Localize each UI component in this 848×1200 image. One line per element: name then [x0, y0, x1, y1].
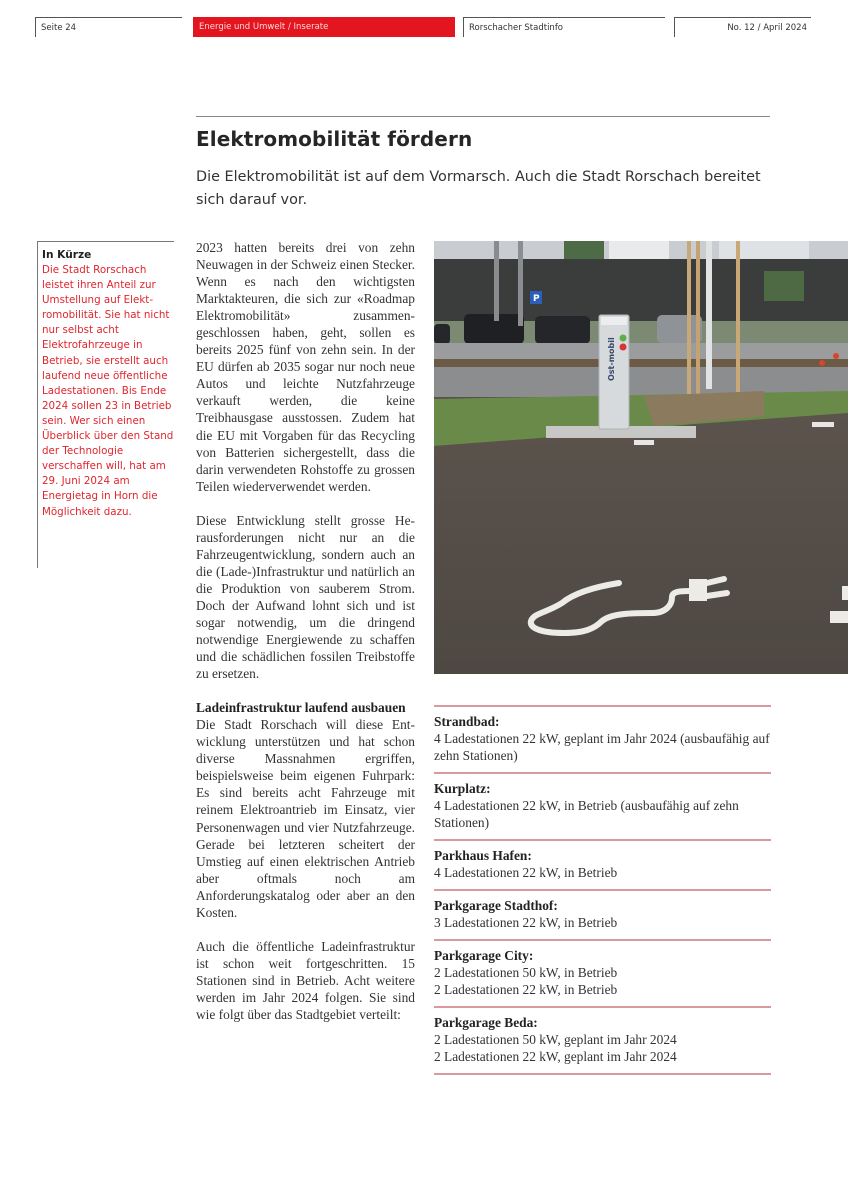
station-detail: 4 Ladestationen 22 kW, in Betrieb (ausbaufähig auf zehn Stationen) [434, 798, 739, 830]
station-item [434, 707, 771, 772]
svg-text:P: P [533, 294, 540, 304]
station-name: Parkhaus Hafen: [434, 848, 532, 863]
station-brand-label: Ost-mobil [607, 337, 616, 381]
summary-box [37, 241, 174, 568]
pole [518, 241, 523, 326]
body-paragraph: Die Stadt Rorschach will diese Entwicklung unterstützen und hat schon diverse Massnahmen ergriffen, beispielsweise beim eigenen Fuhrpark: Es sind bereits acht Fahrzeuge mit reinem Elektroantrieb im Einsatz, vier Personenwagen und vier Nutzfahrzeuge. Gerade bei letzteren scheitert der Umstieg auf einen elektrischen Antrieb aber oftmals noch am Anforderungskatalog oder aber an den Kosten. [196, 717, 415, 920]
status-light-icon [620, 335, 627, 342]
tree-stake [696, 241, 700, 396]
tree-stake [687, 241, 691, 401]
station-name: Strandbad: [434, 714, 500, 729]
station-item [434, 774, 771, 839]
article-title: Elektromobilität fördern [196, 127, 473, 151]
station-detail: 2 Ladestationen 50 kW, in Betrieb [434, 965, 618, 980]
parked-car [657, 315, 702, 343]
title-divider [196, 116, 770, 117]
section-label: Energie und Umwelt / Inserate [193, 17, 455, 37]
status-light-icon [620, 344, 627, 351]
ivy [764, 271, 804, 301]
parked-car [434, 324, 450, 344]
station-item [434, 841, 771, 889]
summary-title: In Kürze [42, 249, 92, 261]
tree-stake [736, 241, 740, 399]
pole [494, 241, 499, 321]
road [434, 343, 848, 359]
parking-line [830, 611, 848, 623]
parking-line [634, 440, 654, 445]
station-item [434, 1008, 771, 1073]
asphalt [434, 413, 848, 674]
station-detail: 2 Ladestationen 22 kW, in Betrieb [434, 982, 618, 997]
station-detail: 2 Ladestationen 50 kW, geplant im Jahr 2024 [434, 1032, 677, 1047]
station-item [434, 891, 771, 939]
poppy-flower [819, 360, 825, 366]
publication-name: Rorschacher Stadtinfo [463, 17, 665, 37]
body-paragraph: 2023 hatten bereits drei von zehn Neuwagen in der Schweiz einen Stecker. Wenn es nach den wichtigsten Marktakteuren, die sich zur «Roadmap Elektromobilität» zusammengeschlossen haben, geht, sollen es bereits 2025 fünf von zehn sein. In der EU dürfen ab 2035 sogar nur noch neue Autos und leichte Nutzfahrzeuge verkauft werden, die keine Treibhausgase ausstossen. Zudem hat die EU mit Vorgaben für das Recycling von Batterien sichergestellt, dass die darin verwendeten Rohstoffe zu grossen Teilen wiederverwendet werden. [196, 240, 415, 494]
article-body [196, 239, 415, 1040]
station-name: Parkgarage Beda: [434, 1015, 538, 1030]
station-name: Kurplatz: [434, 781, 491, 796]
poppy-flower [833, 353, 839, 359]
station-detail: 4 Ladestationen 22 kW, geplant im Jahr 2024 (ausbaufähig auf zehn Stationen) [434, 731, 770, 763]
summary-text: Die Stadt Rorschach leistet ihren Anteil zur Umstellung auf Elektromobilität. Sie hat nicht nur selbst acht Elektrofahrzeuge in Betrieb, sie erstellt auch laufend neue öffentliche Ladestationen. Bis Ende 2024 sollen 23 in Betrieb sein. Wer sich einen Überblick über den Stand der Technologie verschaffen will, hat am 29. Juni 2024 am Energietag in Horn die Möglichkeit dazu. [42, 264, 174, 518]
body-section [196, 699, 415, 921]
list-divider [434, 1073, 771, 1075]
station-item [434, 941, 771, 1006]
station-detail: 3 Ladestationen 22 kW, in Betrieb [434, 915, 618, 930]
parking-line [812, 422, 834, 427]
charging-station-list [434, 705, 771, 1075]
body-paragraph: Auch die öffentliche Ladeinfrastruktur ist schon weit fortgeschritten. 15 Stationen sind in Betrieb. Acht weitere werden im Jahr 2024 folgen. Sie sind wie folgt über das Stadtgebiet verteilt: [196, 938, 415, 1022]
article-lead: Die Elektromobilität ist auf dem Vormarsch. Auch die Stadt Rorschach bereitet sich darauf vor. [196, 169, 761, 208]
body-paragraph: Diese Entwicklung stellt grosse Herausforderungen nicht nur an die Fahrzeugentwicklung, sondern auch an die (Lade-)Infrastruktur und natürlich an die Produktion von sauberem Strom. Doch der Aufwand lohnt sich und ist sogar notwendig, um die dringend notwendige Energiewende zu schaffen und die schädlichen fossilen Treibstoffe zu ersetzen. [196, 512, 415, 682]
charging-station [599, 315, 629, 429]
section-subheading: Ladeinfrastruktur laufend ausbauen [196, 700, 406, 716]
station-detail: 2 Ladestationen 22 kW, geplant im Jahr 2024 [434, 1049, 677, 1064]
wooden-rail [434, 359, 848, 367]
parking-line [842, 586, 848, 600]
parked-car [535, 316, 590, 344]
page-number: Seite 24 [35, 17, 182, 37]
charging-station-photo [434, 241, 848, 674]
article-photo [434, 241, 848, 674]
station-name: Parkgarage Stadthof: [434, 898, 558, 913]
station-detail: 4 Ladestationen 22 kW, in Betrieb [434, 865, 618, 880]
issue-label: No. 12 / April 2024 [674, 17, 811, 37]
pole [706, 241, 712, 389]
station-name: Parkgarage City: [434, 948, 534, 963]
